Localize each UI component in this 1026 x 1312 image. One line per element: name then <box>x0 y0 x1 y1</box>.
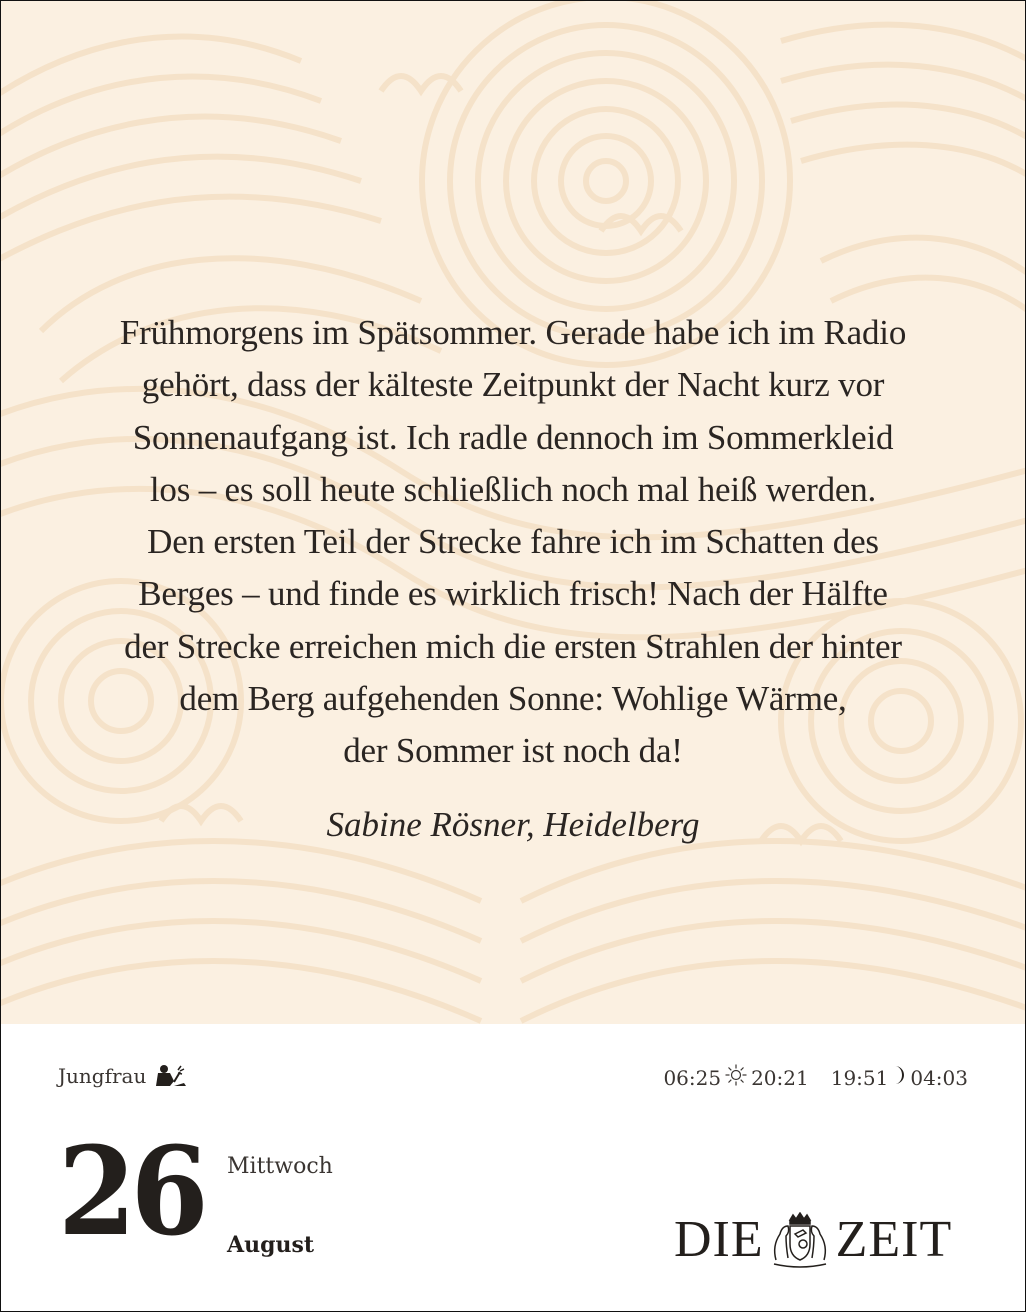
quote-line: der Strecke erreichen mich die ersten Strahlen der hinter <box>124 626 902 666</box>
zodiac-sign <box>58 1064 188 1088</box>
moon-icon <box>892 1065 906 1090</box>
coat-of-arms-icon <box>768 1212 832 1268</box>
quote-line: Sonnenaufgang ist. Ich radle dennoch im Sommerkleid <box>132 417 894 457</box>
quote-line: gehört, dass der kälteste Zeitpunkt der Nacht kurz vor <box>141 365 885 405</box>
sun-moon-times <box>663 1064 968 1091</box>
day-number: 26 <box>58 1119 204 1263</box>
logo-text-right: ZEIT <box>835 1211 953 1268</box>
sunset-time: 20:21 <box>751 1065 809 1090</box>
virgo-zodiac-icon <box>152 1064 188 1088</box>
die-zeit-logo <box>674 1210 952 1269</box>
moonrise-time: 19:51 <box>830 1065 889 1090</box>
quote-line: der Sommer ist noch da! <box>343 731 683 771</box>
quote-panel <box>1 1 1025 1024</box>
quote-line: Berges – und finde es wirklich frisch! Nach der Hälfte <box>138 574 888 614</box>
logo-text-left: DIE <box>674 1211 764 1268</box>
quote-line: Frühmorgens im Spätsommer. Gerade habe ich im Radio <box>119 313 907 352</box>
quote-line: dem Berg aufgehenden Sonne: Wohlige Wärme, <box>179 679 847 719</box>
quote-line: Den ersten Teil der Strecke fahre ich im Schatten des <box>147 522 879 562</box>
quote-author: Sabine Rösner, Heidelberg <box>326 805 700 844</box>
moonset-time: 04:03 <box>910 1065 968 1090</box>
sun-icon <box>725 1064 747 1091</box>
sunrise-time: 06:25 <box>663 1065 722 1090</box>
quote-text <box>41 307 985 778</box>
zodiac-label: Jungfrau <box>58 1064 147 1088</box>
quote-line: los – es soll heute schließlich noch mal heiß werden. <box>149 469 877 509</box>
weekday: Mittwoch <box>227 1154 333 1179</box>
month: August <box>227 1232 314 1258</box>
date-footer <box>1 1024 1025 1311</box>
